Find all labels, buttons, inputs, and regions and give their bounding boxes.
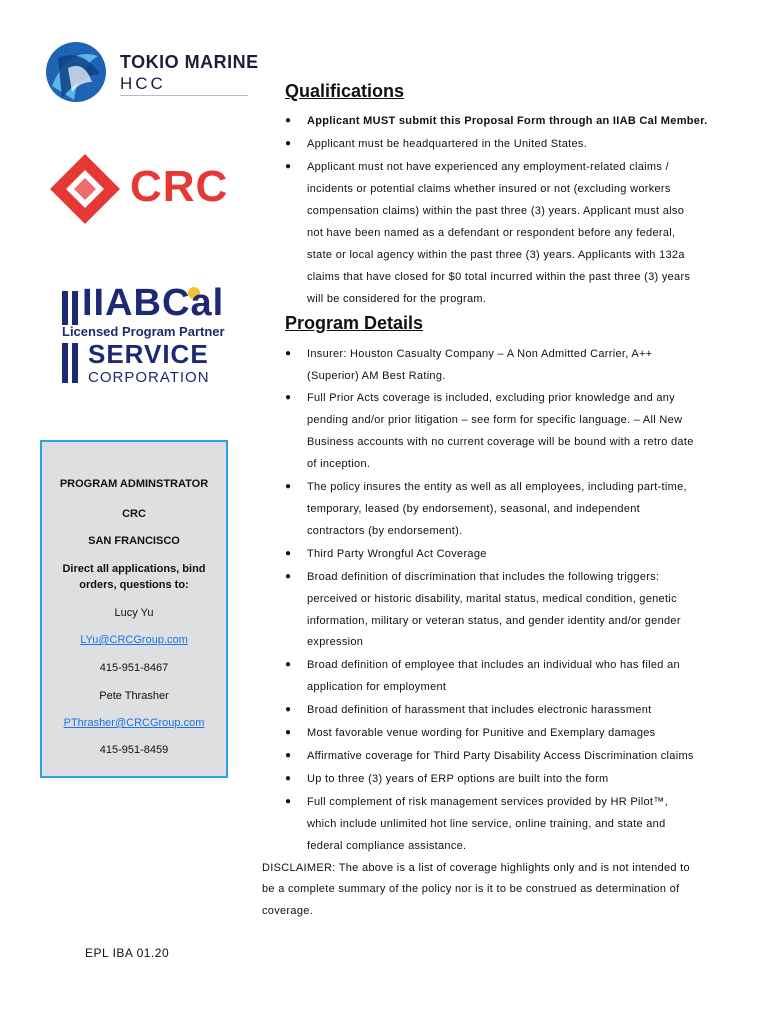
program-item-line: which include unlimited hot line service, online training, and state and [307, 818, 666, 830]
qualification-item-line: compensation claims) within the past three (3) years. Applicant must also [307, 205, 685, 217]
crc-wordmark: CRC [130, 162, 229, 211]
program-item-line: expression [307, 636, 364, 648]
contact1-name: Lucy Yu [114, 607, 154, 619]
tokio-marine-wordmark: TOKIO MARINE [120, 52, 259, 72]
disclaimer-line: DISCLAIMER: The above is a list of coverage highlights only and is not intended to [262, 862, 690, 874]
admin-direct-line2: orders, questions to: [79, 579, 189, 591]
program-item-line: federal compliance assistance. [307, 840, 467, 852]
service-wordmark: SERVICE [88, 339, 209, 369]
logo-divider [120, 95, 248, 96]
contact2-name: Pete Thrasher [99, 690, 169, 702]
bullet-icon: ● [285, 773, 292, 784]
qualification-item-line: Applicant must not have experienced any employment-related claims / [307, 161, 669, 173]
contact1-email-link[interactable]: LYu@CRCGroup.com [80, 634, 188, 646]
program-item: Third Party Wrongful Act Coverage [307, 548, 487, 560]
qualification-item-line: incidents or potential claims whether insured or not (excluding workers [307, 183, 671, 195]
contact2-phone: 415-951-8459 [99, 744, 169, 756]
contact2-email-link[interactable]: PThrasher@CRCGroup.com [63, 717, 205, 729]
program-item-line: application for employment [307, 681, 447, 693]
bullet-icon: ● [285, 750, 292, 761]
program-item-line: contractors (by endorsement). [307, 525, 463, 537]
bullet-icon: ● [285, 548, 292, 559]
program-item-line: Broad definition of employee that includes an individual who has filed an [307, 659, 680, 671]
licensed-program-partner-text: Licensed Program Partner [62, 324, 225, 339]
program-item-line: Insurer: Houston Casualty Company – A Non Admitted Carrier, A++ [307, 348, 653, 360]
qualification-item-line: claims that have closed for $0 total incurred within the past three (3) years [307, 271, 691, 283]
program-item-line: (Superior) AM Best Rating. [307, 370, 446, 382]
program-item-line: temporary, leased (by endorsement), seasonal, and independent [307, 503, 641, 515]
qualifications-heading: Qualifications [285, 81, 405, 101]
hcc-wordmark: HCC [120, 74, 166, 93]
admin-heading: PROGRAM ADMINSTRATOR [59, 478, 209, 490]
form-code-footer: EPL IBA 01.20 [85, 946, 170, 960]
bullet-icon: ● [285, 348, 292, 359]
program-item-line: perceived or historic disability, marital status, medical condition, genetic [307, 593, 677, 605]
qualification-item: Applicant MUST submit this Proposal Form through an IIAB Cal Member. [307, 115, 708, 127]
bullet-icon: ● [285, 481, 292, 492]
bullet-icon: ● [285, 392, 292, 403]
disclaimer-line: be a complete summary of the policy nor is it to be construed as determination of [262, 883, 680, 895]
bullet-icon: ● [285, 138, 292, 149]
bullet-icon: ● [285, 659, 292, 670]
program-details-heading: Program Details [285, 313, 424, 333]
program-item-line: of inception. [307, 458, 371, 470]
qualification-item-line: state or local agency within the past three (3) years. Applicants with 132a [307, 249, 685, 261]
qualification-item: Applicant must be headquartered in the United States. [307, 138, 588, 150]
bullet-icon: ● [285, 161, 292, 172]
contact1-phone: 415-951-8467 [99, 662, 169, 674]
tokio-marine-logo [38, 38, 253, 108]
program-item-line: Full Prior Acts coverage is included, excluding prior knowledge and any [307, 392, 675, 404]
qualification-item-line: not have been named as a defendant or respondent before any federal, [307, 227, 676, 239]
program-item-line: The policy insures the entity as well as all employees, including part-time, [307, 481, 687, 493]
bullet-icon: ● [285, 704, 292, 715]
disclaimer-line: coverage. [262, 905, 314, 917]
bullet-icon: ● [285, 727, 292, 738]
bullet-icon: ● [285, 115, 292, 126]
qualification-item-line: will be considered for the program. [307, 293, 487, 305]
admin-city: SAN FRANCISCO [88, 535, 180, 547]
program-item-line: information, military or veteran status, and gender identity and/or gender [307, 615, 681, 627]
program-item-line: Broad definition of discrimination that includes the following triggers: [307, 571, 660, 583]
program-item-line: Business accounts with no current coverage will be bound with a retro date [307, 436, 694, 448]
bullet-icon: ● [285, 796, 292, 807]
program-item-line: Full complement of risk management services provided by HR Pilot™, [307, 796, 668, 808]
program-item: Most favorable venue wording for Punitive and Exemplary damages [307, 727, 656, 739]
program-administrator-box [40, 440, 228, 778]
program-item: Broad definition of harassment that includes electronic harassment [307, 704, 652, 716]
program-item: Up to three (3) years of ERP options are built into the form [307, 773, 609, 785]
program-item: Affirmative coverage for Third Party Disability Access Discrimination claims [307, 750, 694, 762]
admin-direct-line1: Direct all applications, bind [62, 563, 206, 575]
bullet-icon: ● [285, 571, 292, 582]
corporation-wordmark: CORPORATION [88, 369, 210, 386]
program-item-line: pending and/or prior litigation – see form for specific language. – All New [307, 414, 683, 426]
iiabcal-wordmark: IIABCal [82, 282, 225, 324]
admin-company: CRC [122, 508, 146, 520]
